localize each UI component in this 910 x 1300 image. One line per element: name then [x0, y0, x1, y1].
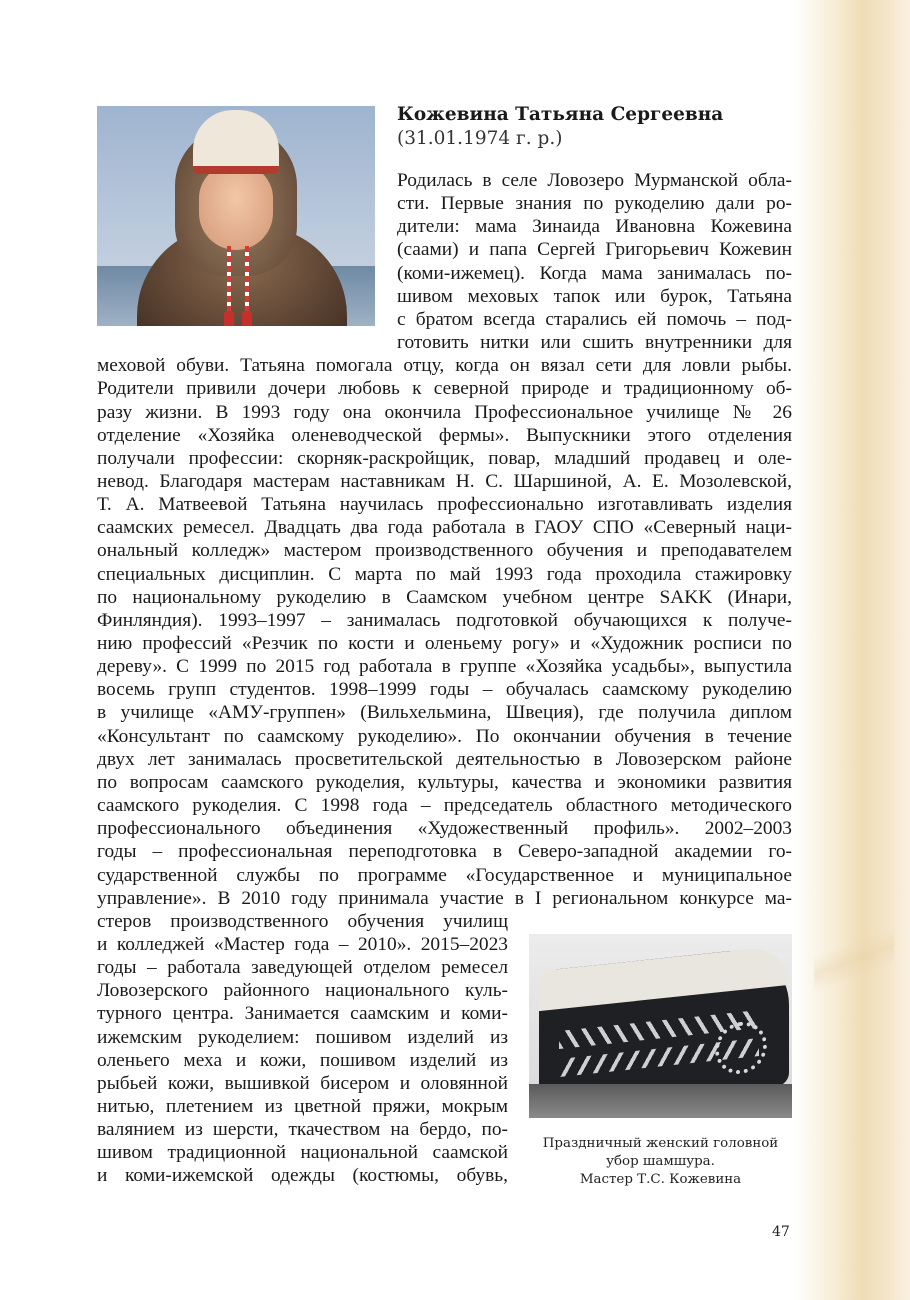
- portrait-photo: [97, 106, 375, 326]
- person-name: Кожевина Татьяна Сергеевна: [397, 104, 724, 125]
- body-text-line: годы – профессиональная переподготовка в Северо-западной академии го-: [97, 841, 792, 863]
- body-text-line: профессионального объединения «Художественный профиль». 2002–2003: [97, 818, 792, 840]
- body-text-line: стеров производственного обучения училищ: [97, 910, 508, 932]
- body-text-line: шивом меховых тапок или бурок, Татьяна: [397, 285, 792, 307]
- body-text-line: по вопросам саамского рукоделия, культуры, качества и экономики развития: [97, 771, 792, 793]
- body-text-line: Финляндия). 1993–1997 – занималась подготовкой обучающихся к получе-: [97, 609, 792, 631]
- body-text-line: в училище «АМУ-группен» (Вильхельмина, Швеция), где получила диплом: [97, 702, 792, 724]
- body-text-line: ональный колледж» мастером производственного обучения и преподавателем: [97, 540, 792, 562]
- body-text-line: нитью, плетением из цветной пряжи, мокрым: [97, 1096, 508, 1117]
- body-text-line: и коми-ижемской одежды (костюмы, обувь,: [97, 1165, 508, 1187]
- body-text-line: турного центра. Занимается саамским и коми-: [97, 1003, 508, 1025]
- body-text-line: рыбьей кожи, вышивкой бисером и оловянной: [97, 1072, 508, 1094]
- body-text-line: валянием из шерсти, ткачеством на бердо, по-: [97, 1119, 508, 1141]
- body-text-line: (коми-ижемец). Когда мама занималась по-: [397, 262, 792, 284]
- body-text-line: меховой обуви. Татьяна помогала отцу, когда он вязал сети для ловли рыбы.: [97, 355, 792, 377]
- body-text-line: Родилась в селе Ловозеро Мурманской обла-: [397, 170, 792, 191]
- body-text-line: специальных дисциплин. С марта по май 1993 года проходила стажировку: [97, 563, 792, 585]
- body-text-line: Т. А. Матвеевой Татьяна научилась профессионально изготавливать изделия: [97, 494, 792, 516]
- body-text-line: ижемским рукоделием: пошивом изделий из: [97, 1026, 508, 1048]
- body-text-line: шивом традиционной национальной саамской: [97, 1142, 508, 1164]
- body-text-line: сударственной службы по программе «Государственное и муниципальное: [97, 864, 792, 886]
- page-number: 47: [772, 1224, 790, 1240]
- body-text-line: саамского рукоделия. С 1998 года – председатель областного методического: [97, 795, 792, 817]
- body-text-line: нию профессий «Резчик по кости и оленьему рогу» и «Художник росписи по: [97, 633, 792, 654]
- photo-caption-line-2: убор шамшура.: [606, 1154, 715, 1169]
- decorative-margin-strip: [794, 0, 910, 1300]
- body-text-line: Ловозерского районного национального куль-: [97, 980, 508, 1002]
- body-text-line: получали профессии: скорняк-раскройщик, повар, младший продавец и оле-: [97, 447, 792, 469]
- headdress-photo: [529, 934, 792, 1118]
- body-text-line: сти. Первые знания по рукоделию дали ро-: [397, 193, 792, 215]
- body-text-line: (саами) и папа Сергей Григорьевич Кожевин: [397, 239, 792, 261]
- photo-caption-line-1: Праздничный женский головной: [542, 1136, 779, 1151]
- body-text-line: отделение «Хозяйка оленеводческой фермы». Выпускники этого отделения: [97, 424, 792, 446]
- body-text-line: с братом всегда старались ей помочь – под-: [397, 308, 792, 330]
- body-text-line: невод. Благодаря мастерам наставникам Н. С. Шаршиной, А. Е. Мозолевской,: [97, 470, 792, 492]
- body-text-line: оленьего меха и кожи, пошивом изделий из: [97, 1049, 508, 1071]
- body-text-line: годы – работала заведующей отделом ремесел: [97, 957, 508, 979]
- body-text-line: дители: мама Зинаида Ивановна Кожевина: [397, 216, 792, 238]
- person-dates: (31.01.1974 г. р.): [397, 128, 563, 149]
- body-text-line: «Консультант по саамскому рукоделию». По окончании обучения в течение: [97, 725, 792, 747]
- body-text-line: по национальному рукоделию в Саамском учебном центре SAKK (Инари,: [97, 586, 792, 608]
- body-text-line: саамских ремесел. Двадцать два года работала в ГАОУ СПО «Северный наци-: [97, 517, 792, 539]
- body-text-line: и колледжей «Мастер года – 2010». 2015–2023: [97, 933, 508, 955]
- body-text-line: управление». В 2010 году принимала участие в I региональном конкурсе ма-: [97, 887, 792, 909]
- body-text-line: готовить нитки или сшить внутренники для: [397, 332, 792, 354]
- photo-caption-line-3: Мастер Т.С. Кожевина: [579, 1172, 742, 1187]
- body-text-line: двух лет занималась просветительской деятельностью в Ловозерском районе: [97, 748, 792, 770]
- body-text-line: дереву». С 1999 по 2015 год работала в группе «Хозяйка усадьбы», выпустила: [97, 656, 792, 678]
- body-text-line: разу жизни. В 1993 году она окончила Профессиональное училище № 26: [97, 401, 792, 423]
- body-text-line: Родители привили дочери любовь к северной природе и традиционному об-: [97, 378, 792, 400]
- body-text-line: восемь групп студентов. 1998–1999 годы – обучалась саамскому рукоделию: [97, 679, 792, 701]
